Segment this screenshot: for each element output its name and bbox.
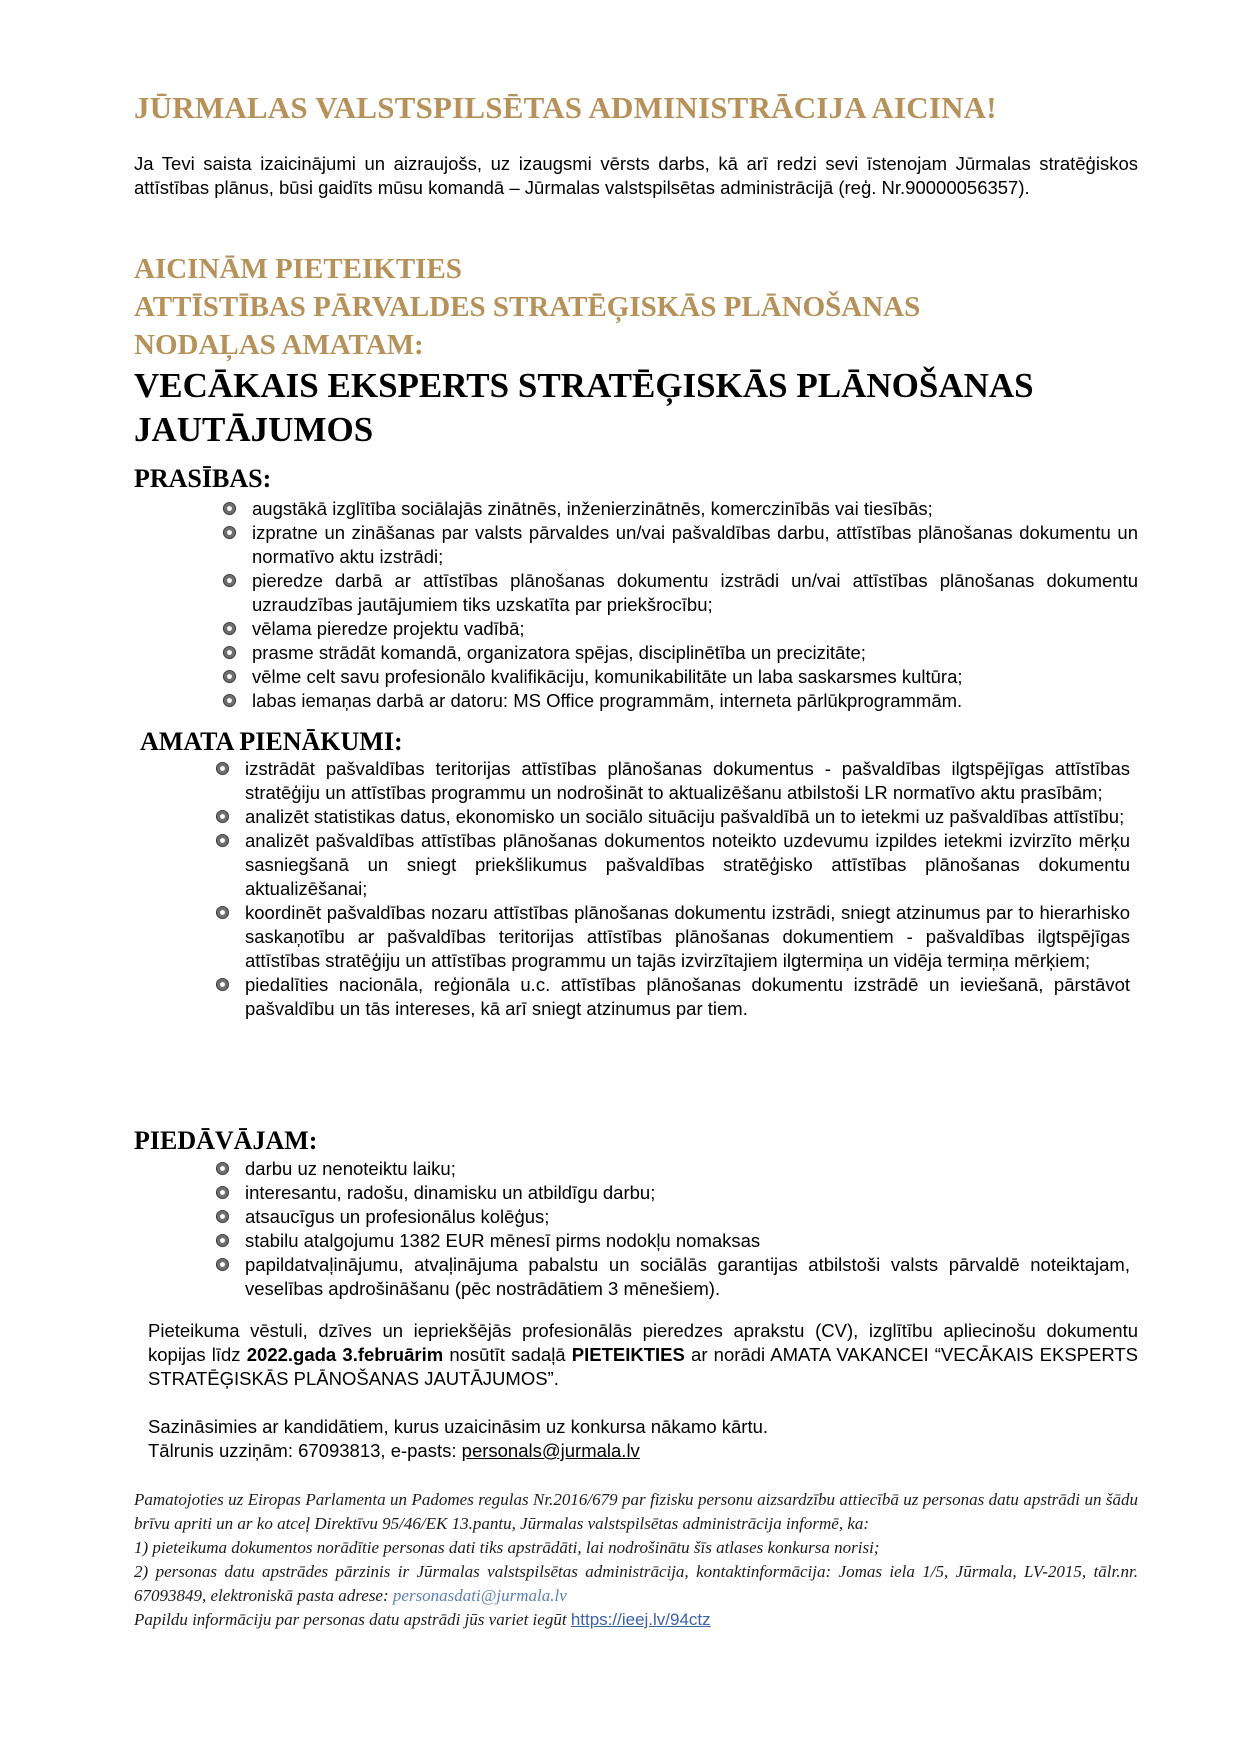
round-bullet-icon [215, 1161, 230, 1176]
privacy-item-2 [134, 1560, 1138, 1608]
invite-heading [134, 250, 920, 364]
list-item-text: pieredze darbā ar attīstības plānošanas dokumentu izstrādi un/vai attīstības plānošanas dokumentu uzraudzības jautājumiem tiks uzskatīta par priekšrocību; [252, 570, 1138, 615]
list-item [245, 829, 1130, 901]
offer-heading: PIEDĀVĀJAM: [134, 1126, 318, 1155]
list-item-text: izpratne un zināšanas par valsts pārvaldes un/vai pašvaldības darbu, attīstības plānošanas dokumentu un normatīvo aktu izstrādi; [252, 522, 1138, 567]
contact-note: Sazināsimies ar kandidātiem, kurus uzaicināsim uz konkursa nākamo kārtu. [148, 1416, 769, 1437]
list-item-text: piedalīties nacionāla, reģionāla u.c. attīstības plānošanas dokumentu izstrādē un ieviešanā, pārstāvot pašvaldību un tās intereses, kā arī sniegt atzinumus par tiem. [245, 974, 1130, 1019]
round-bullet-icon [215, 905, 230, 920]
hr-email-link[interactable]: personals@jurmala.lv [461, 1440, 640, 1461]
privacy-notice [134, 1488, 1138, 1632]
round-bullet-icon [222, 573, 237, 588]
privacy-intro: Pamatojoties uz Eiropas Parlamenta un Padomes regulas Nr.2016/679 par fizisku personu aizsardzību attiecībā uz personas datu apstrādi un šādu brīvu apriti un ar ko atceļ Direktīvu 95/46/EK 13.pantu, Jūrmalas valstspilsētas administrācija informē, ka: [134, 1490, 1138, 1533]
privacy-more-text: Papildu informāciju par personas datu apstrādi jūs variet iegūt [134, 1610, 571, 1629]
duties-heading: AMATA PIENĀKUMI: [140, 727, 403, 756]
list-item-text: analizēt statistikas datus, ekonomisko un sociālo situāciju pašvaldībā un to ietekmi uz pašvaldības attīstību; [245, 806, 1125, 827]
round-bullet-icon [222, 669, 237, 684]
round-bullet-icon [222, 621, 237, 636]
round-bullet-icon [222, 693, 237, 708]
list-item-text: izstrādāt pašvaldības teritorijas attīstības plānošanas dokumentus - pašvaldības ilgtspējīgas attīstības stratēģiju un attīstības programmu un nodrošināt to aktualizēšanu atbilstoši LR normatīvo aktu prasībām; [245, 758, 1130, 803]
list-item [245, 1253, 1130, 1301]
list-item-text: koordinēt pašvaldības nozaru attīstības plānošanas dokumentu izstrādi, sniegt atzinumus par to hierarhisko saskaņotību ar pašvaldības teritorijas attīstības plānošanas dokumentiem - pašvaldības ilgtspējīgas attīstības stratēģiju un attīstības programmu un tajās izvirzītajiem ilgtermiņa un vidēja termiņa mērķiem; [245, 902, 1130, 971]
round-bullet-icon [222, 645, 237, 660]
round-bullet-icon [222, 525, 237, 540]
application-instructions [148, 1319, 1138, 1391]
round-bullet-icon [215, 1185, 230, 1200]
privacy-item-2-text: 2) personas datu apstrādes pārzinis ir Jūrmalas valstspilsētas administrācija, kontaktinformācija: Jomas iela 1/5, Jūrmala, LV-2015, tālr.nr. 67093849, elektroniskā pasta adrese: [134, 1562, 1138, 1605]
page-title: JŪRMALAS VALSTSPILSĒTAS ADMINISTRĀCIJA AICINA! [134, 90, 997, 125]
list-item [245, 1181, 1130, 1205]
apply-text-3: ar norādi AMATA VAKANCEI “VECĀKAIS EKSPERTS STRATĒĢISKĀS PLĀNOŠANAS JAUTĀJUMOS”. [148, 1344, 1139, 1389]
list-item-text: augstākā izglītība sociālajās zinātnēs, inženierzinātnēs, komerczinībās vai tiesībās; [252, 498, 933, 519]
privacy-more-info [134, 1608, 1138, 1632]
list-item [252, 521, 1138, 569]
position-title [134, 364, 1144, 452]
round-bullet-icon [215, 761, 230, 776]
requirements-list [252, 497, 1138, 713]
list-item [252, 689, 1138, 713]
list-item-text: vēlme celt savu profesionālo kvalifikāciju, komunikabilitāte un laba saskarsmes kultūra; [252, 666, 963, 687]
position-title-line-2: JAUTĀJUMOS [134, 410, 374, 449]
requirements-heading: PRASĪBAS: [134, 464, 272, 493]
list-item [245, 757, 1130, 805]
round-bullet-icon [215, 833, 230, 848]
privacy-info-link[interactable]: https://ieej.lv/94ctz [570, 1610, 711, 1629]
round-bullet-icon [215, 977, 230, 992]
offer-list [245, 1157, 1130, 1301]
invite-line-1: AICINĀM PIETEIKTIES [134, 253, 462, 285]
apply-text-2: nosūtīt sadaļā [443, 1344, 572, 1365]
application-deadline: 2022.gada 3.februārim [246, 1344, 444, 1365]
list-item [245, 1157, 1130, 1181]
list-item-text: interesantu, radošu, dinamisku un atbildīgu darbu; [245, 1182, 656, 1203]
list-item-text: vēlama pieredze projektu vadībā; [252, 618, 525, 639]
list-item [245, 901, 1130, 973]
list-item-text: papildatvaļinājumu, atvaļinājuma pabalstu un sociālās garantijas atbilstoši valsts pārvaldē noteiktajam, veselības apdrošināšanu (pēc nostrādātiem 3 mēnešiem). [245, 1254, 1130, 1299]
list-item-text: darbu uz nenoteiktu laiku; [245, 1158, 456, 1179]
privacy-email-link[interactable]: personasdati@jurmala.lv [392, 1586, 567, 1605]
position-title-line-1: VECĀKAIS EKSPERTS STRATĒĢISKĀS PLĀNOŠANAS [134, 366, 1034, 405]
list-item-text: atsaucīgus un profesionālus kolēģus; [245, 1206, 550, 1227]
round-bullet-icon [215, 809, 230, 824]
round-bullet-icon [215, 1209, 230, 1224]
list-item [245, 1205, 1130, 1229]
intro-paragraph: Ja Tevi saista izaicinājumi un aizraujošs, uz izaugsmi vērsts darbs, kā arī redzi sevi īstenojam Jūrmalas stratēģiskos attīstības plānus, būsi gaidīts mūsu komandā – Jūrmalas valstspilsētas administrācijā (reģ. Nr.90000056357). [134, 153, 1138, 198]
contact-details [148, 1439, 640, 1463]
round-bullet-icon [222, 501, 237, 516]
invite-line-2: ATTĪSTĪBAS PĀRVALDES STRATĒĢISKĀS PLĀNOŠANAS [134, 291, 921, 323]
round-bullet-icon [215, 1233, 230, 1248]
list-item-text: labas iemaņas darbā ar datoru: MS Office programmām, interneta pārlūkprogrammām. [252, 690, 963, 711]
invite-line-3: NODAĻAS AMATAM: [134, 329, 424, 361]
apply-text-1: Pieteikuma vēstuli, dzīves un iepriekšējās profesionālās pieredzes aprakstu (CV), izglītību apliecinošu dokumentu kopijas līdz [148, 1320, 1138, 1365]
list-item-text: prasme strādāt komandā, organizatora spējas, disciplinētība un precizitāte; [252, 642, 866, 663]
apply-section-name: PIETEIKTIES [571, 1344, 685, 1365]
list-item [252, 569, 1138, 617]
list-item-text: analizēt pašvaldības attīstības plānošanas dokumentos noteikto uzdevumu izpildes ietekmi izvirzīto mērķu sasniegšanā un sniegt priekšlikumus pašvaldības stratēģisko attīstības plānošanas dokumentu aktualizēšanai; [245, 830, 1130, 899]
list-item [245, 805, 1130, 829]
list-item [252, 641, 1138, 665]
list-item [252, 617, 1138, 641]
duties-list [245, 757, 1130, 1021]
list-item-text: stabilu atalgojumu 1382 EUR mēnesī pirms nodokļu nomaksas [245, 1230, 761, 1251]
list-item [245, 973, 1130, 1021]
list-item [245, 1229, 1130, 1253]
phone-info: Tālrunis uzziņām: 67093813, e-pasts: [148, 1440, 462, 1461]
list-item [252, 665, 1138, 689]
privacy-item-1: 1) pieteikuma dokumentos norādītie personas dati tiks apstrādāti, lai nodrošinātu šīs atlases konkursa norisi; [134, 1538, 880, 1557]
list-item [252, 497, 1138, 521]
round-bullet-icon [215, 1257, 230, 1272]
